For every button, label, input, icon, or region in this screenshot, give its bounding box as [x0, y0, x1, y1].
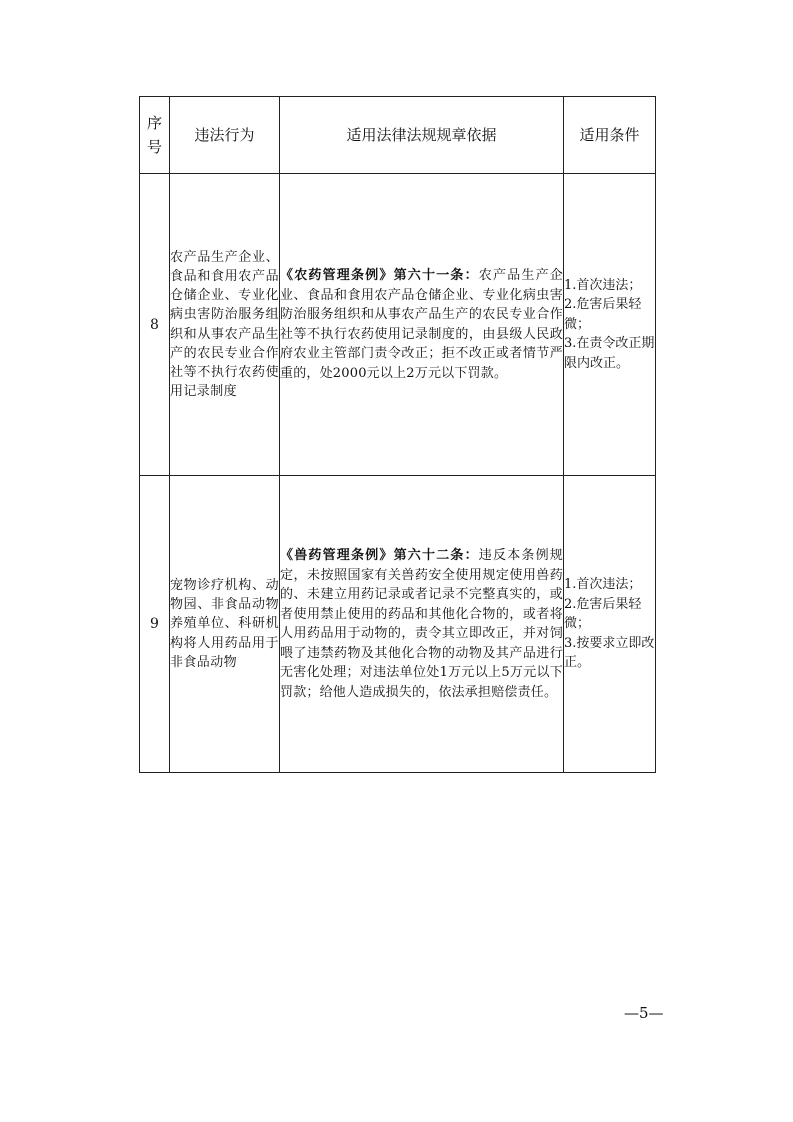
legal-basis-text: 农产品生产企业、食品和食用农产品仓储企业、专业化病虫害防治服务组织和从事农产品生产的农民专业合作社等不执行农药使用记录制度的，由县级人民政府农业主管部门责令改正；拒不改正或者情节严重的，处2000元以上2万元以下罚款。 — [280, 268, 563, 381]
header-violation: 违法行为 — [170, 97, 280, 174]
legal-basis-title: 《兽药管理条例》第六十二条： — [280, 548, 479, 563]
table-row — [140, 174, 656, 476]
header-serial-number: 序 号 — [140, 97, 170, 174]
violation-cell: 农产品生产企业、食品和食用农产品仓储企业、专业化病虫害防治服务组织和从事农产品生产的农民专业合作社等不执行农药使用记录制度 — [170, 174, 280, 476]
row-number: 9 — [140, 476, 170, 773]
regulations-table — [139, 96, 656, 773]
row-number: 8 — [140, 174, 170, 476]
conditions-cell — [564, 476, 656, 773]
condition-item: 3.按要求立即改正。 — [564, 635, 655, 671]
legal-basis-cell — [280, 476, 564, 773]
conditions-cell — [564, 174, 656, 476]
condition-item: 3.在责令改正期限内改正。 — [564, 336, 655, 371]
condition-item: 2.危害后果轻微； — [564, 297, 642, 332]
table-header-row — [140, 97, 656, 174]
legal-basis-title: 《农药管理条例》第六十一条： — [280, 268, 479, 283]
header-conditions: 适用条件 — [564, 97, 656, 174]
condition-item: 1.首次违法； — [564, 577, 642, 593]
condition-item: 1.首次违法； — [564, 277, 642, 293]
header-legal-basis: 适用法律法规规章依据 — [280, 97, 564, 174]
table-row — [140, 476, 656, 773]
legal-basis-text: 违反本条例规定，未按照国家有关兽药安全使用规定使用兽药的、未建立用药记录或者记录不完整真实的，或者使用禁止使用的药品和其他化合物的，或者将人用药品用于动物的，责令其立即改正，并对饲喂了违禁药物及其他化合物的动物及其产品进行无害化处理；对违法单位处1万元以上5万元以下罚款；给他人造成损失的，依法承担赔偿责任。 — [280, 548, 563, 700]
condition-item: 2.危害后果轻微； — [564, 596, 642, 632]
violation-cell: 宠物诊疗机构、动物园、非食品动物养殖单位、科研机构将人用药品用于非食品动物 — [170, 476, 280, 773]
page-number: —5— — [624, 1004, 664, 1022]
legal-basis-cell — [280, 174, 564, 476]
